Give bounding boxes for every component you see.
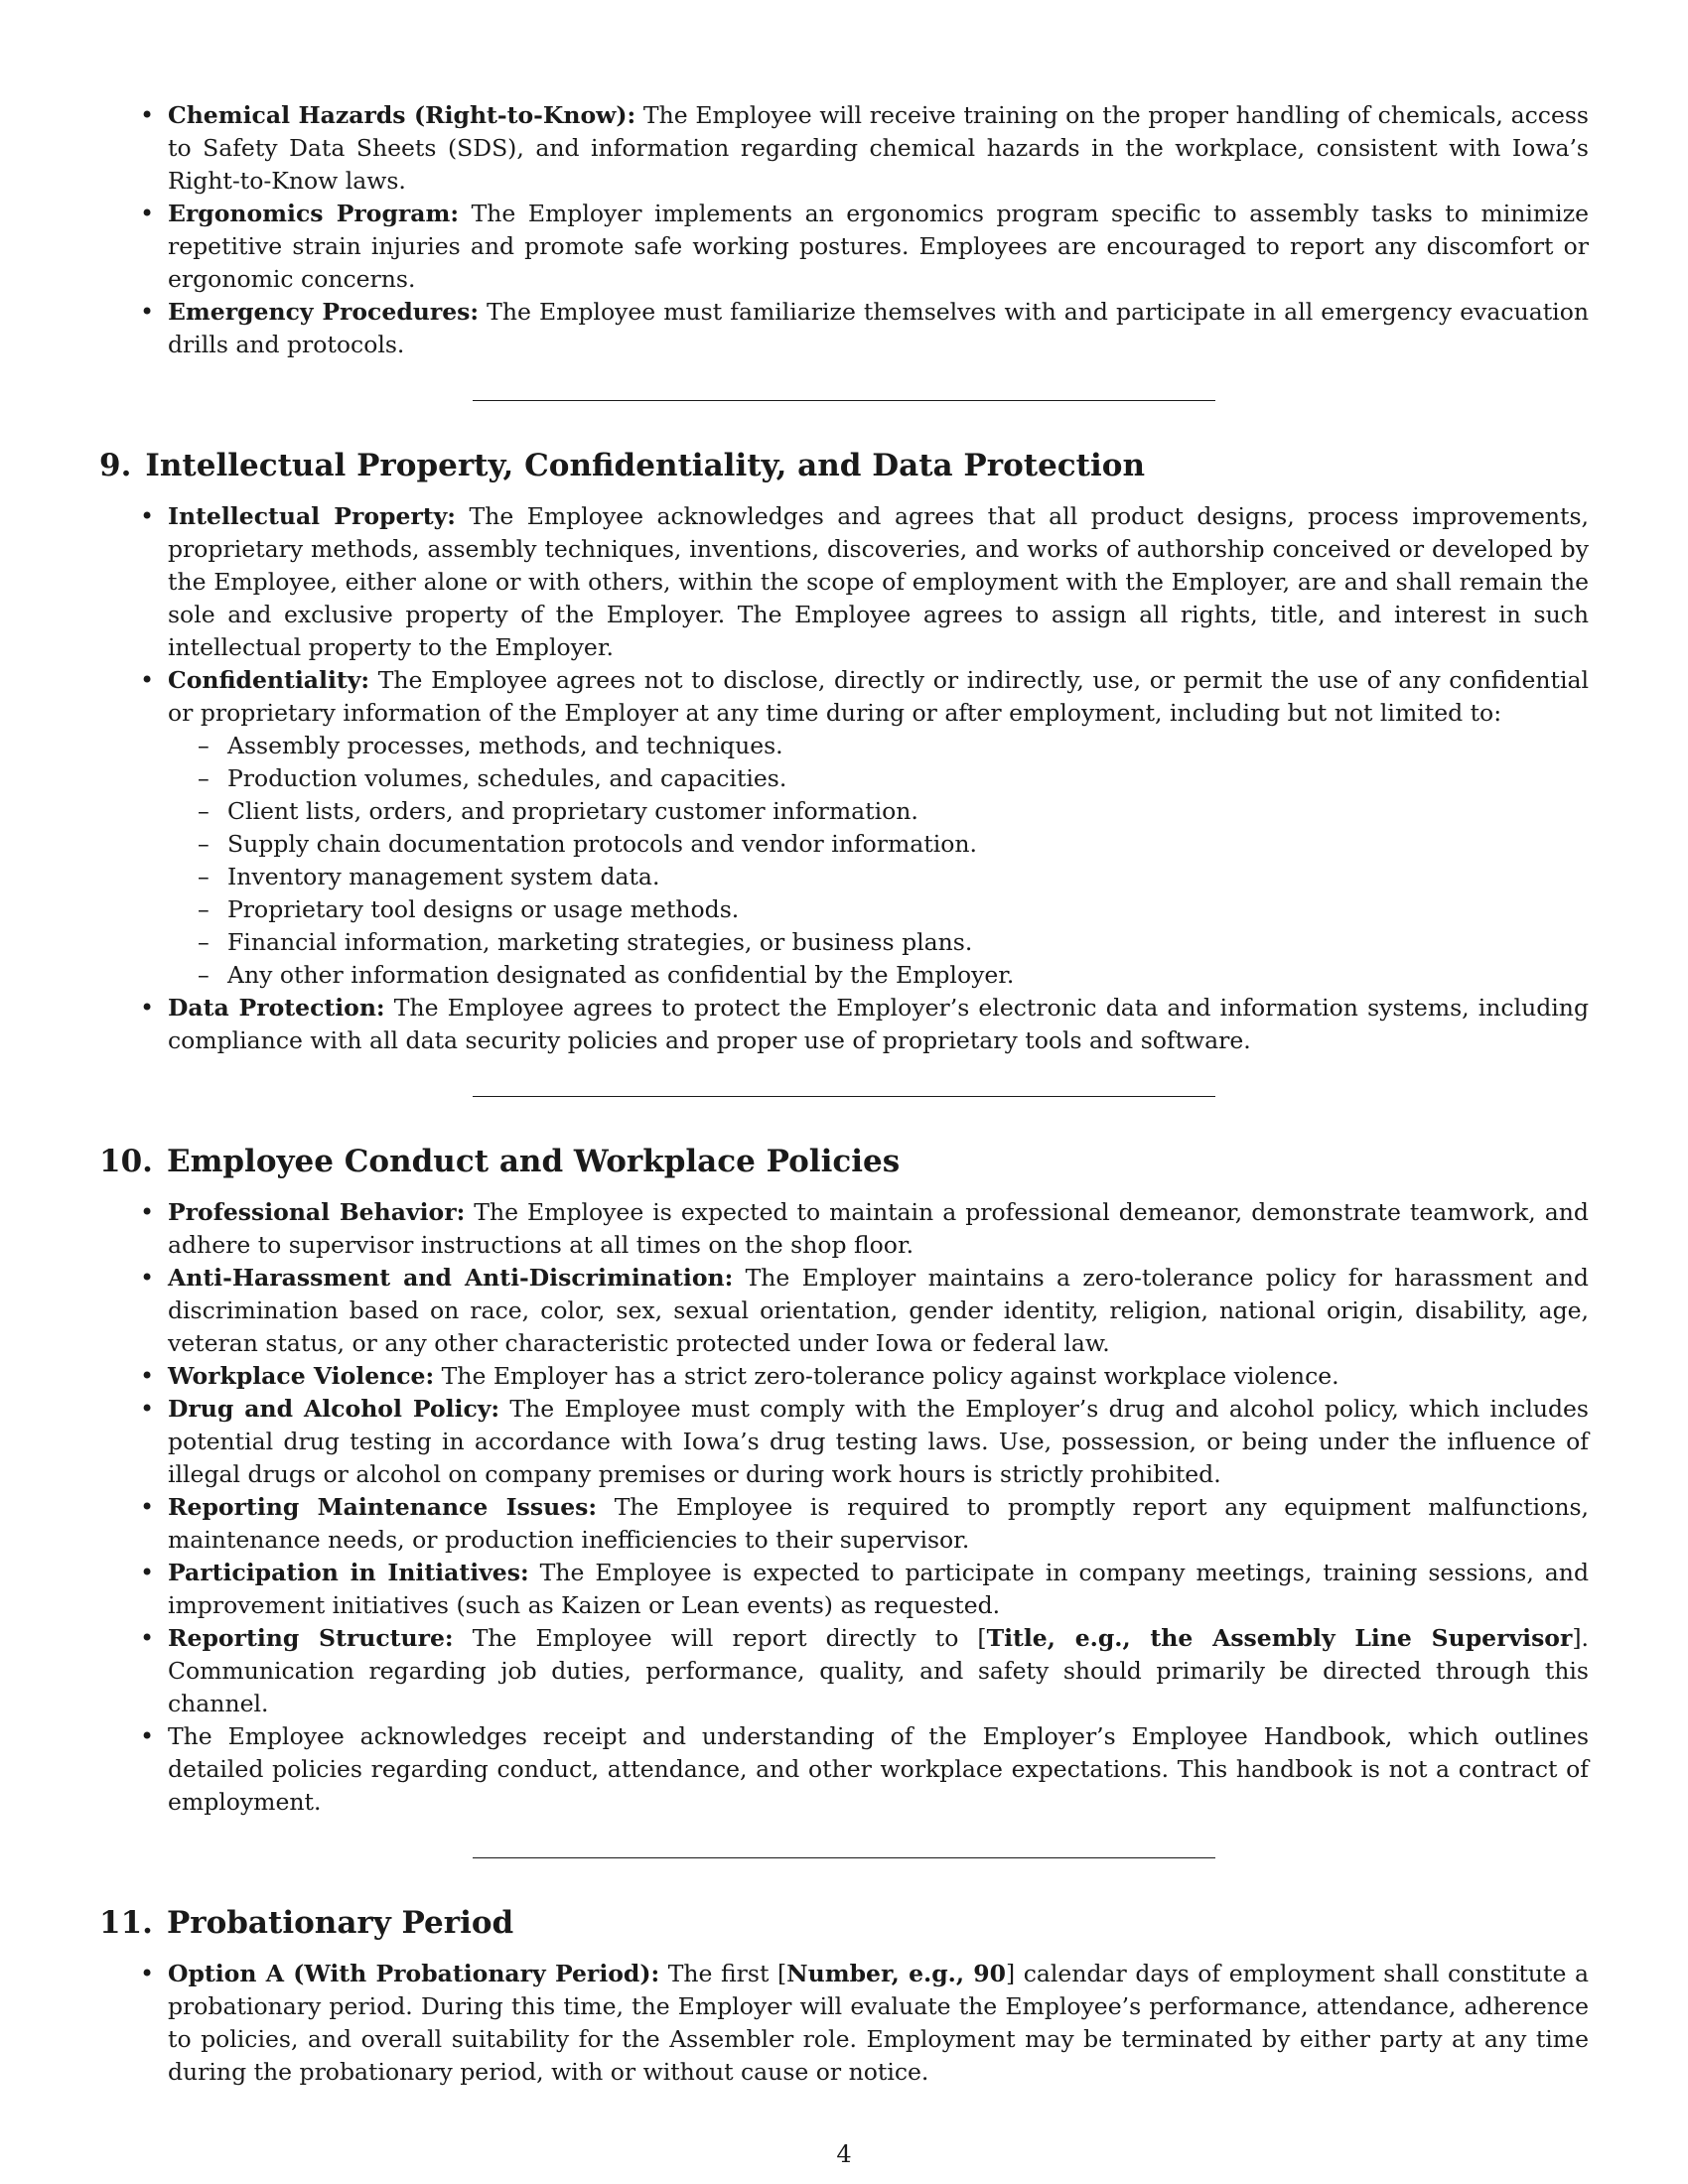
bullet-term: Ergonomics Program: [168,200,460,227]
section-11-list [99,1958,1589,2089]
bullet-text: The Employer has a strict zero-tolerance policy against workplace violence. [441,1362,1339,1390]
bullet-text: The Employee is expected to maintain a professional demeanor, demonstrate teamwork, and adhere to supervisor instructions at all times on the shop floor. [168,1198,1589,1259]
section-number: 10. [99,1144,153,1179]
sub-list-item: – Proprietary tool designs or usage methods. [168,893,1589,926]
bullet-text-after: ]. Communication regarding job duties, performance, quality, and safety should primarily be directed through this channel. [168,1624,1589,1717]
list-item-professional-behavior [99,1196,1589,1262]
page-number: 4 [836,2140,852,2168]
bullet-term: Professional Behavior: [168,1198,466,1226]
confidential-info-list [168,730,1589,992]
list-item-drug-alcohol-policy [99,1393,1589,1491]
bullet-text: The Employee acknowledges and agrees that all product designs, process improvements, proprietary methods, assembly techniques, inventions, discoveries, and works of authorship conceived or developed by the Employee, either alone or with others, within the scope of employment with the Employer, are and shall remain the sole and exclusive property of the Employer. The Employee agrees to assign all rights, title, and interest in such intellectual property to the Employer. [168,502,1589,661]
list-item-emergency-procedures [99,296,1589,361]
section-divider [473,1096,1215,1097]
sub-list-item: – Production volumes, schedules, and capacities. [168,762,1589,795]
list-item-participation-initiatives [99,1557,1589,1622]
bullet-text: The Employer maintains a zero-tolerance policy for harassment and discrimination based on race, color, sex, sexual orientation, gender identity, religion, national origin, disability, age, veteran status, or any other characteristic protected under Iowa or federal law. [168,1264,1589,1357]
section-title: Intellectual Property, Confidentiality, and Data Protection [145,448,1145,483]
bullet-text: The Employee acknowledges receipt and understanding of the Employer’s Employee Handbook, which outlines detailed policies regarding conduct, attendance, and other workplace expectations. This handbook is not a contract of employment. [168,1722,1589,1816]
bullet-term: Chemical Hazards (Right-to-Know): [168,101,636,129]
bullet-text-after: ] calendar days of employment shall constitute a probationary period. During this time, the Employer will evaluate the Employee’s performance, attendance, adherence to policies, and overall suitability for the Assembler role. Employment may be terminated by either party at any time during the probationary period, with or without cause or notice. [168,1960,1589,2086]
section-9-list [99,500,1589,1057]
bullet-term: Intellectual Property: [168,502,456,530]
list-item-ergonomics-program [99,198,1589,296]
list-item-intellectual-property [99,500,1589,664]
bullet-term: Option A (With Probationary Period): [168,1960,660,1987]
list-item-anti-harassment [99,1262,1589,1360]
bullet-term: Workplace Violence: [168,1362,435,1390]
bullet-term: Participation in Initiatives: [168,1559,529,1586]
list-item-reporting-maintenance [99,1491,1589,1557]
section-title: Employee Conduct and Workplace Policies [166,1144,901,1179]
bullet-term: Emergency Procedures: [168,298,480,326]
sub-list-item: – Client lists, orders, and proprietary customer information. [168,795,1589,828]
section-9-heading [99,446,1589,485]
sub-list-item: – Supply chain documentation protocols and vendor information. [168,828,1589,861]
list-item-option-a [99,1958,1589,2089]
bullet-text: The Employee is expected to participate in company meetings, training sessions, and improvement initiatives (such as Kaizen or Lean events) as requested. [168,1559,1589,1619]
bullet-text: The Employee must comply with the Employer’s drug and alcohol policy, which includes potential drug testing in accordance with Iowa’s drug testing laws. Use, possession, or being under the influence of illegal drugs or alcohol on company premises or during work hours is strictly prohibited. [168,1395,1589,1488]
fill-in-placeholder: Number, e.g., 90 [786,1960,1007,1987]
list-item-data-protection [99,992,1589,1057]
bullet-text: The Employee agrees not to disclose, directly or indirectly, use, or permit the use of any confidential or proprietary information of the Employer at any time during or after employment, including but not limited to: [168,666,1589,727]
section-title: Probationary Period [166,1905,514,1941]
section-divider [473,1857,1215,1858]
bullet-text: The Employer implements an ergonomics program specific to assembly tasks to minimize repetitive strain injuries and promote safe working postures. Employees are encouraged to report any discomfort or ergonomic concerns. [168,200,1589,293]
bullet-text: The Employee must familiarize themselves with and participate in all emergency evacuation drills and protocols. [168,298,1589,358]
page-content [99,99,1589,2089]
sub-list-item: – Any other information designated as confidential by the Employer. [168,959,1589,992]
bullet-term: Reporting Maintenance Issues: [168,1493,598,1521]
list-item-chemical-hazards [99,99,1589,198]
list-item-workplace-violence [99,1360,1589,1393]
sub-list-item: – Inventory management system data. [168,861,1589,893]
bullet-text: The Employee agrees to protect the Employer’s electronic data and information systems, including compliance with all data security policies and proper use of proprietary tools and software. [168,994,1589,1054]
list-item-handbook-acknowledgment [99,1720,1589,1819]
document-page [99,0,1589,2184]
safety-bullet-list [99,99,1589,361]
list-item-confidentiality [99,664,1589,992]
section-number: 11. [99,1905,153,1941]
fill-in-placeholder: Title, e.g., the Assembly Line Supervisor [986,1624,1573,1652]
bullet-text-before: The Employee will report directly to [ [472,1624,987,1652]
bullet-term: Confidentiality: [168,666,370,694]
bullet-text: The Employee is required to promptly report any equipment malfunctions, maintenance needs, or production inefficiencies to their supervisor. [168,1493,1589,1554]
bullet-term: Data Protection: [168,994,385,1022]
section-10-heading [99,1142,1589,1181]
bullet-text: The Employee will receive training on the proper handling of chemicals, access to Safety Data Sheets (SDS), and information regarding chemical hazards in the workplace, consistent with Iowa’s Right-to-Know laws. [168,101,1589,195]
list-item-reporting-structure [99,1622,1589,1720]
bullet-term: Anti-Harassment and Anti-Discrimination: [168,1264,734,1292]
bullet-term: Reporting Structure: [168,1624,454,1652]
section-divider [473,400,1215,401]
bullet-term: Drug and Alcohol Policy: [168,1395,500,1423]
section-number: 9. [99,448,132,483]
sub-list-item: – Financial information, marketing strategies, or business plans. [168,926,1589,959]
sub-list-item: – Assembly processes, methods, and techniques. [168,730,1589,762]
section-11-heading [99,1903,1589,1943]
section-10-list [99,1196,1589,1819]
bullet-text-before: The first [ [667,1960,787,1987]
